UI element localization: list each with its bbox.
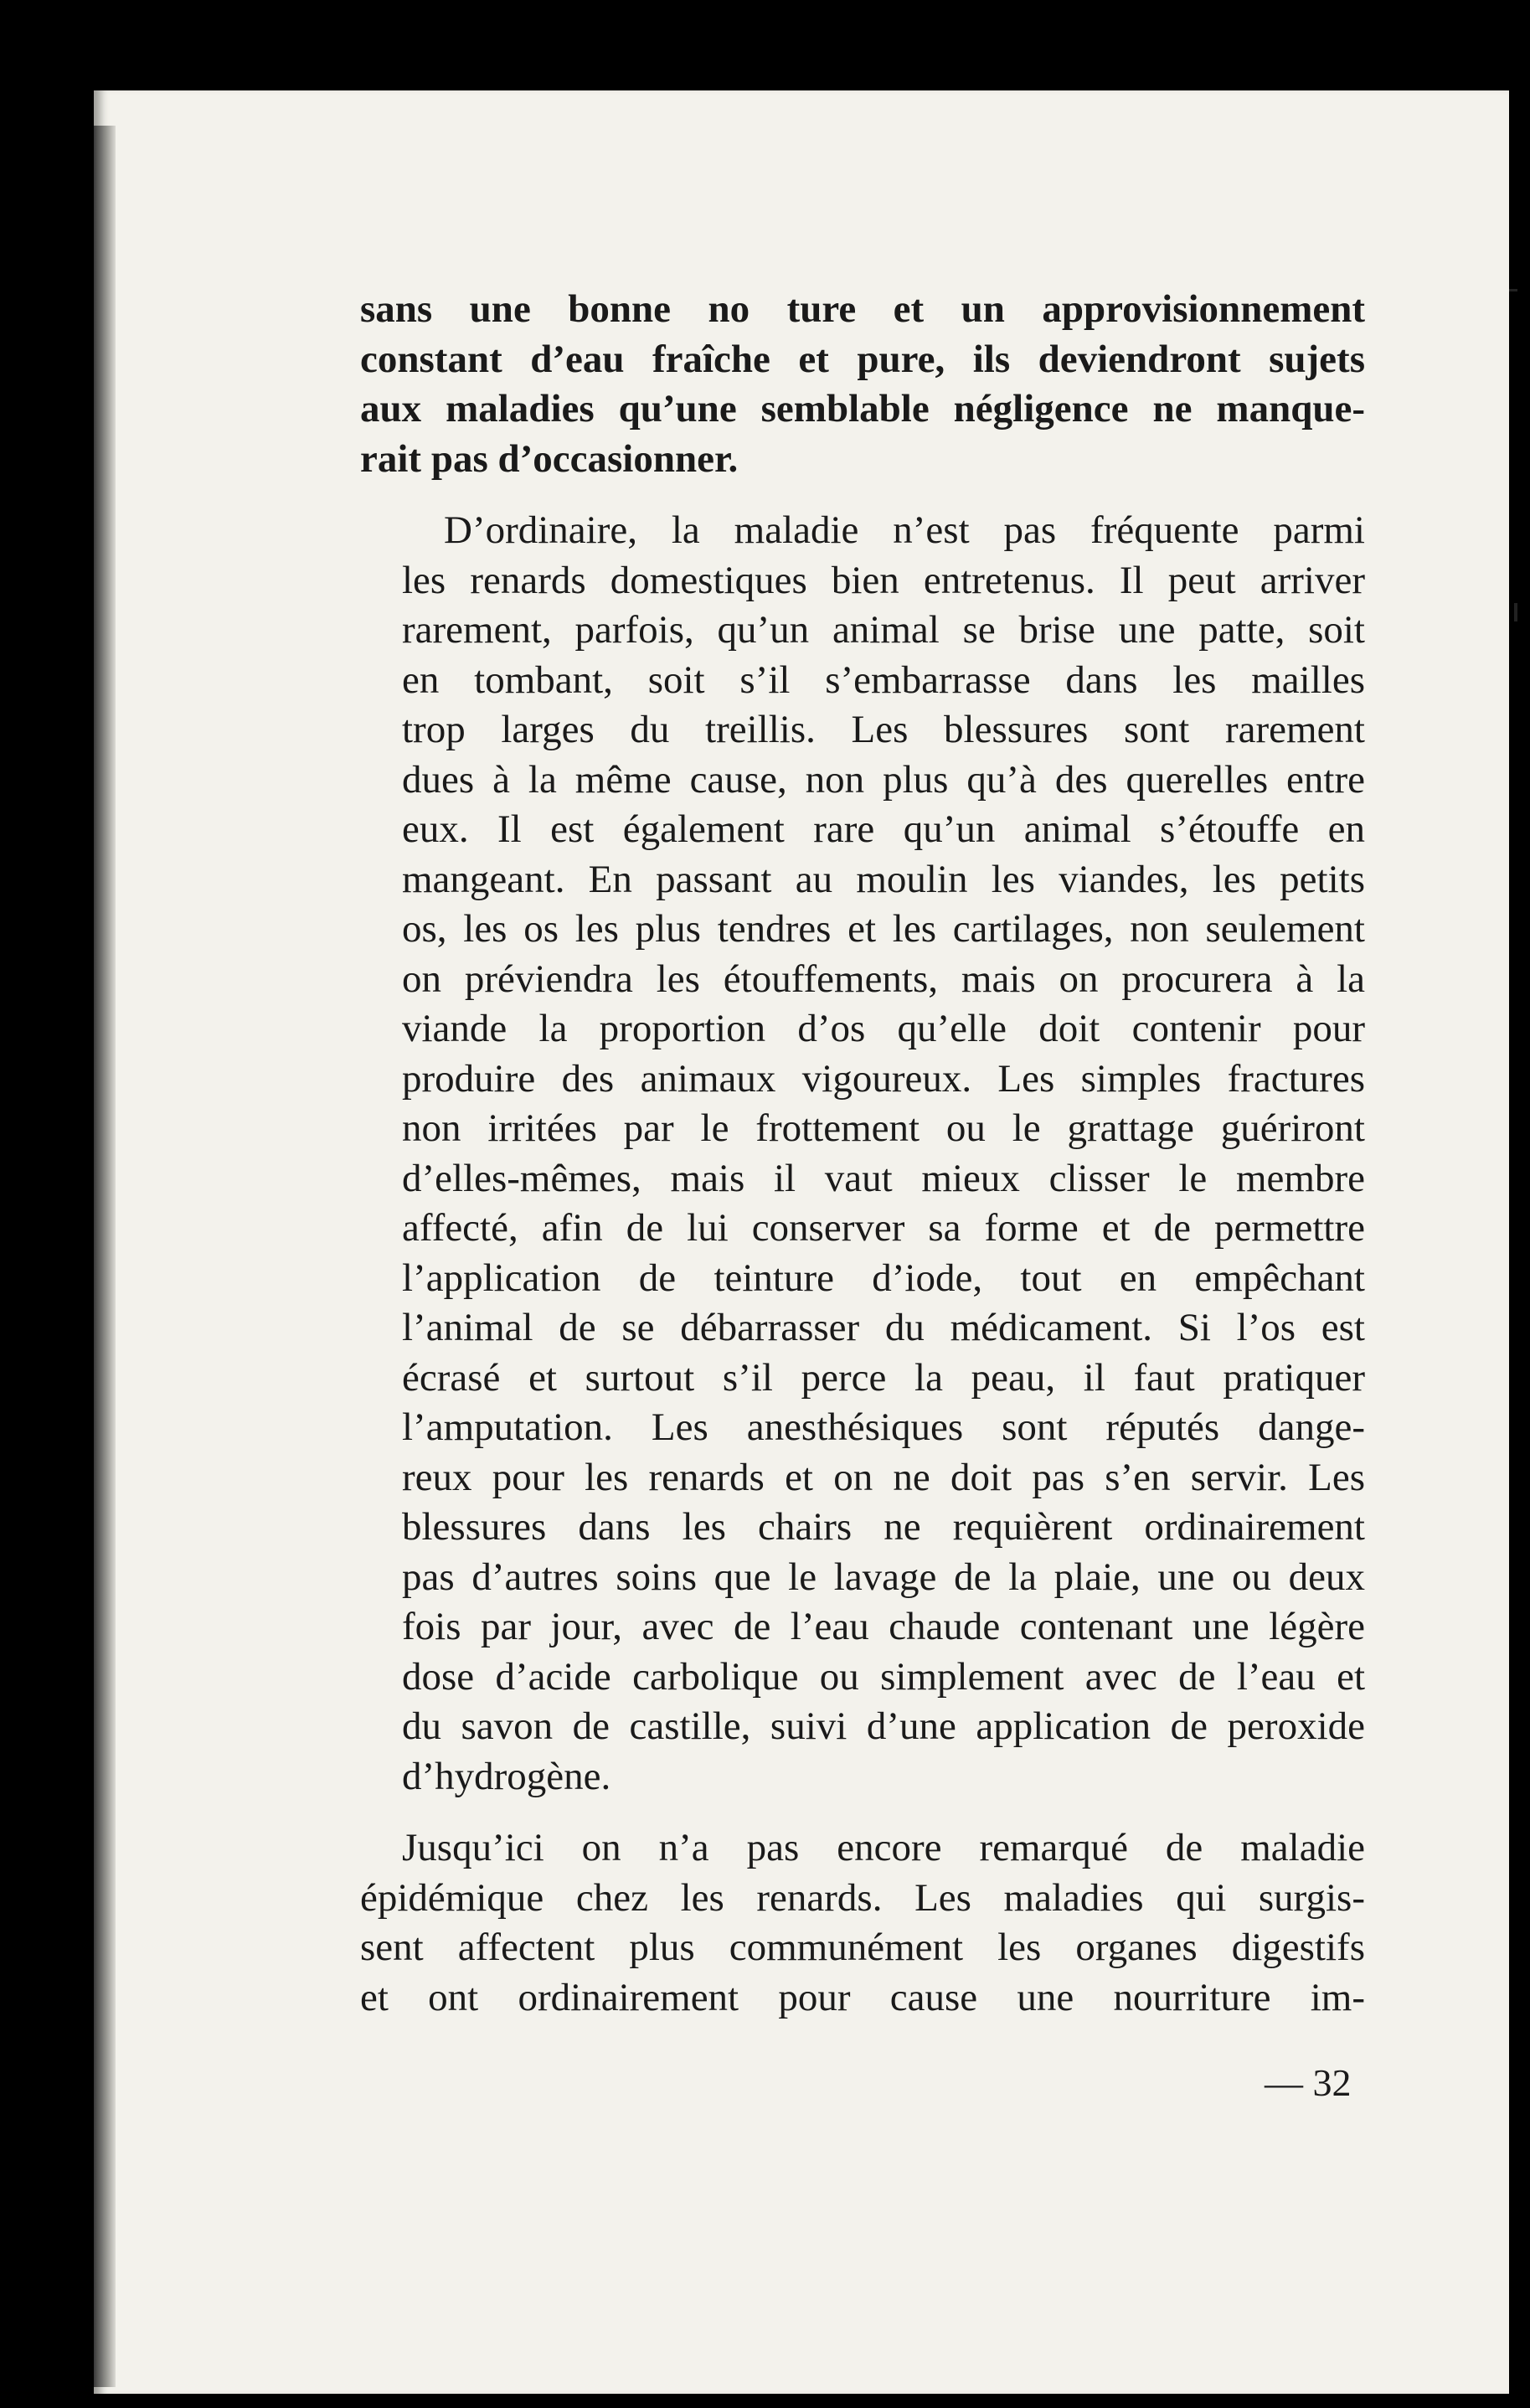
text-line: produire des animaux vigoureux. Les simples fractures [402, 1056, 1365, 1101]
text-line: blessures dans les chairs ne requièrent ordinairement [402, 1505, 1365, 1549]
text-line: rarement, parfois, qu’un animal se brise une patte, soit [402, 608, 1365, 652]
edge-mark [1514, 603, 1517, 621]
text-line: l’application de teinture d’iode, tout en empêchant [402, 1256, 1365, 1300]
text-line: écrasé et surtout s’il perce la peau, il faut pratiquer [402, 1355, 1365, 1400]
text-line: d’elles-mêmes, mais il vaut mieux clisser le membre [402, 1156, 1365, 1200]
text-line: Jusqu’ici on n’a pas encore remarqué de maladie [402, 1826, 1365, 1869]
text-line: on préviendra les étouffements, mais on procurera à la [402, 956, 1365, 1001]
text-line: non irritées par le frottement ou le grattage guériront [402, 1106, 1365, 1150]
text-line: en tombant, soit s’il s’embarrasse dans les mailles [402, 657, 1365, 702]
text-line: les renards domestiques bien entretenus. Il peut arriver [402, 558, 1365, 602]
body-text [360, 285, 1365, 2044]
text-line: l’animal de se débarrasser du médicament. Si l’os est [402, 1306, 1365, 1349]
text-line: l’amputation. Les anesthésiques sont réputés dange- [402, 1405, 1365, 1449]
text-line: eux. Il est également rare qu’un animal s’étouffe en [402, 807, 1365, 851]
text-line: fois par jour, avec de l’eau chaude contenant une légère [402, 1605, 1365, 1648]
text-line: constant d’eau fraîche et pure, ils deviendront sujets [360, 337, 1365, 381]
text-line: et ont ordinairement pour cause une nourriture im- [360, 1975, 1365, 2019]
text-line: mangeant. En passant au moulin les viandes, les petits [402, 857, 1365, 901]
text-line: aux maladies qu’une semblable négligence ne manque- [360, 387, 1365, 431]
text-line: affecté, afin de lui conserver sa forme et de permettre [402, 1206, 1365, 1250]
text-line: viande la proportion d’os qu’elle doit contenir pour [402, 1007, 1365, 1050]
text-line: épidémique chez les renards. Les maladies qui surgis- [360, 1875, 1365, 1920]
text-line: trop larges du treillis. Les blessures sont rarement [402, 708, 1365, 751]
text-line: d’hydrogène. [402, 1754, 611, 1798]
page-gutter-shadow [94, 126, 116, 2387]
text-line: rait pas d’occasionner. [360, 436, 739, 481]
text-line: sent affectent plus communément les organes digestifs [360, 1926, 1365, 1969]
paragraph-2 [360, 506, 1365, 1802]
text-line: dose d’acide carbolique ou simplement avec de l’eau et [402, 1654, 1365, 1699]
page-number: — 32 [1265, 2061, 1352, 2104]
text-line: sans une bonne no ture et un approvisionnement [360, 287, 1365, 331]
text-line: os, les os les plus tendres et les cartilages, non seulement [402, 907, 1365, 951]
text-line: reux pour les renards et on ne doit pas s’en servir. Les [402, 1455, 1365, 1499]
edge-mark [1509, 289, 1517, 291]
text-line: dues à la même cause, non plus qu’à des querelles entre [402, 757, 1365, 802]
paragraph-3 [360, 1823, 1365, 2023]
text-line: pas d’autres soins que le lavage de la plaie, une ou deux [402, 1555, 1365, 1599]
text-line: du savon de castille, suivi d’une application de peroxide [402, 1704, 1365, 1748]
text-line: D’ordinaire, la maladie n’est pas fréquente parmi [444, 508, 1365, 552]
paragraph-1 [360, 285, 1365, 484]
